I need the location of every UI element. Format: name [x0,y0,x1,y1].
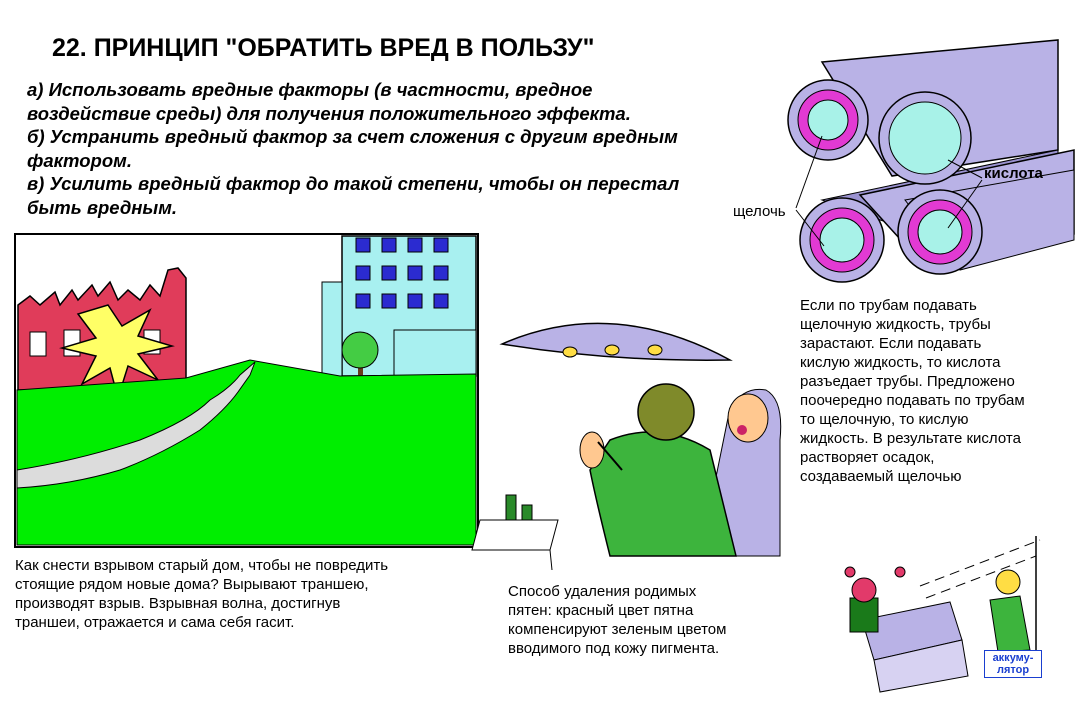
caption-line: Как снести взрывом старый дом, чтобы не повредить [15,557,389,574]
rule-line: быть вредным. [27,196,178,218]
rule-line: в) Усилить вредный фактор до такой степени, чтобы он перестал [27,173,680,194]
caption-line: жидкость. В результате кислота [800,430,1021,447]
caption-line: Способ удаления родимых [508,583,697,600]
caption-birthmark [508,582,726,658]
caption-line: щелочную жидкость, трубы [800,316,991,333]
caption-line: растворяет осадок, [800,449,935,466]
principle-rules [27,78,747,219]
caption-line: стоящие рядом новые дома? Вырывают траншею, [15,576,369,593]
rule-line: воздействие среды) для получения положительного эффекта. [27,102,631,124]
caption-line: кислую жидкость, то кислота [800,354,1001,371]
tree-icon [342,332,378,368]
pipes-illustration [788,40,1074,282]
caption-line: производят взрыв. Взрывная волна, достигнув [15,595,341,612]
rule-line: фактором. [27,149,132,171]
patient-face [728,394,768,442]
caption-line: компенсируют зеленым цветом [508,621,727,638]
rule-line: б) Устранить вредный фактор за счет сложения с другим вредным [27,126,678,147]
caption-demolition [15,556,388,632]
caption-line: пятен: красный цвет пятна [508,602,694,619]
grass [17,360,476,545]
rule-line: а) Использовать вредные факторы (в частности, вредное [27,79,593,100]
caption-line: Если по трубам подавать [800,297,977,314]
doctor [590,432,736,556]
page-title: 22. ПРИНЦИП "ОБРАТИТЬ ВРЕД В ПОЛЬЗУ" [52,34,595,62]
caption-line: траншеи, отражается и сама себя гасит. [15,614,295,631]
caption-line: зарастают. Если подавать [800,335,982,352]
caption-line: разъедает трубы. Предложено [800,373,1015,390]
label-battery: аккуму- лятор [984,650,1042,678]
caption-pipes [800,296,1025,486]
caption-line: вводимого под кожу пигмента. [508,640,720,657]
label-alkali: щелочь [733,203,786,220]
medical-scene [472,323,781,570]
demolition-scene [15,234,478,547]
caption-line: создаваемый щелочью [800,468,962,485]
operating-lamp-icon [502,323,730,360]
label-acid: кислота [984,165,1043,182]
caption-line: поочередно подавать по трубам [800,392,1025,409]
caption-line: то щелочную, то кислую [800,411,969,428]
